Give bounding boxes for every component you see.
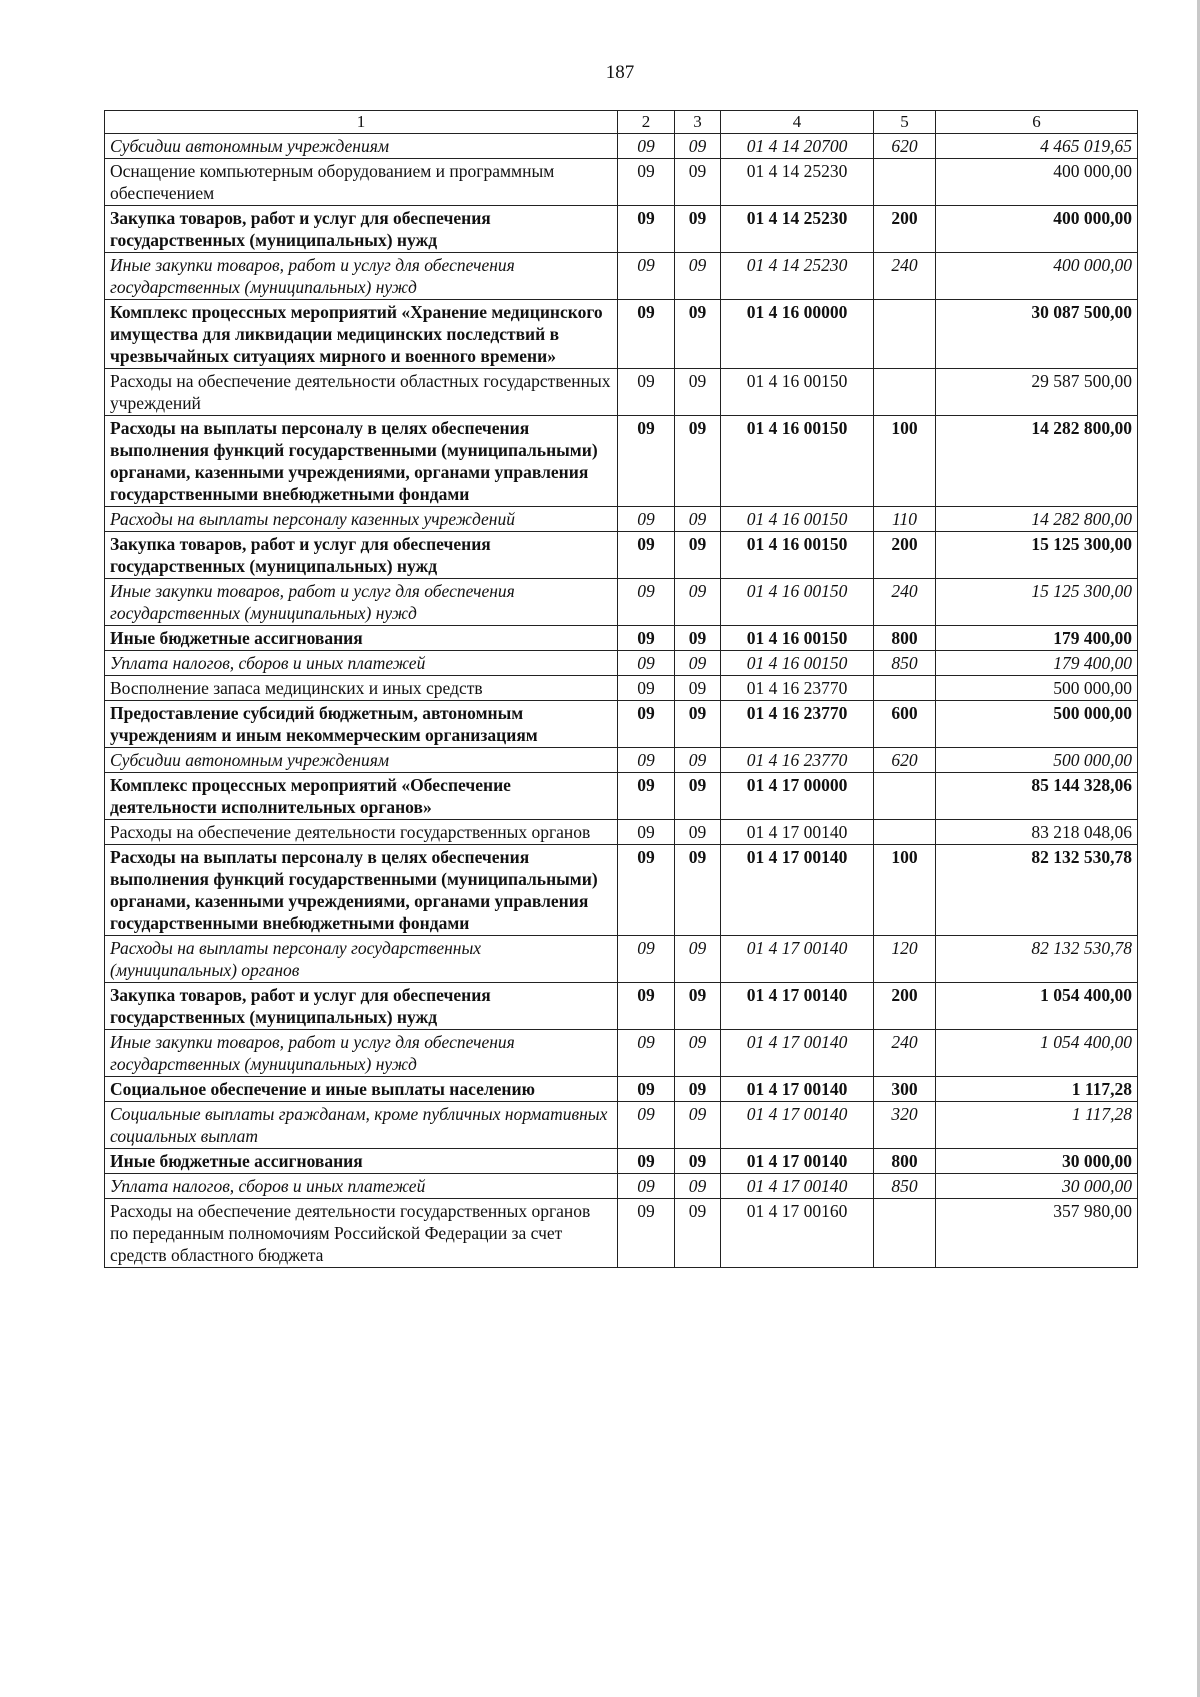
row-section-cell: 09 bbox=[618, 369, 675, 416]
row-amount-cell: 400 000,00 bbox=[936, 159, 1138, 206]
row-subsection-cell: 09 bbox=[675, 579, 721, 626]
row-section-cell: 09 bbox=[618, 206, 675, 253]
row-target-article-cell: 01 4 17 00140 bbox=[721, 1077, 874, 1102]
table-row bbox=[105, 416, 1138, 507]
row-target-article-cell: 01 4 16 23770 bbox=[721, 676, 874, 701]
column-header: 4 bbox=[721, 111, 874, 134]
row-name-cell: Субсидии автономным учреждениям bbox=[105, 748, 618, 773]
row-name-cell: Комплекс процессных мероприятий «Хранение медицинского имущества для ликвидации медицинских последствий в чрезвычайных ситуациях мирного и военного времени» bbox=[105, 300, 618, 369]
row-subsection-cell: 09 bbox=[675, 651, 721, 676]
row-name-cell: Субсидии автономным учреждениям bbox=[105, 134, 618, 159]
row-expense-type-cell bbox=[874, 159, 936, 206]
table-row bbox=[105, 159, 1138, 206]
row-target-article-cell: 01 4 17 00160 bbox=[721, 1199, 874, 1268]
row-amount-cell: 179 400,00 bbox=[936, 651, 1138, 676]
row-expense-type-cell: 800 bbox=[874, 1149, 936, 1174]
row-amount-cell: 4 465 019,65 bbox=[936, 134, 1138, 159]
table-row bbox=[105, 1149, 1138, 1174]
table-row bbox=[105, 983, 1138, 1030]
row-amount-cell: 500 000,00 bbox=[936, 701, 1138, 748]
table-row bbox=[105, 300, 1138, 369]
row-name-cell: Иные бюджетные ассигнования bbox=[105, 1149, 618, 1174]
row-section-cell: 09 bbox=[618, 820, 675, 845]
row-subsection-cell: 09 bbox=[675, 206, 721, 253]
row-target-article-cell: 01 4 17 00140 bbox=[721, 1174, 874, 1199]
row-subsection-cell: 09 bbox=[675, 1174, 721, 1199]
row-name-cell: Иные бюджетные ассигнования bbox=[105, 626, 618, 651]
row-amount-cell: 1 117,28 bbox=[936, 1077, 1138, 1102]
table-row bbox=[105, 748, 1138, 773]
row-name-cell: Восполнение запаса медицинских и иных средств bbox=[105, 676, 618, 701]
row-section-cell: 09 bbox=[618, 701, 675, 748]
row-expense-type-cell: 320 bbox=[874, 1102, 936, 1149]
row-subsection-cell: 09 bbox=[675, 845, 721, 936]
table-row bbox=[105, 1199, 1138, 1268]
row-name-cell: Расходы на выплаты персоналу в целях обеспечения выполнения функций государственными (муниципальными) органами, казенными учреждениями, органами управления государственными внебюджетными фондами bbox=[105, 845, 618, 936]
row-expense-type-cell: 200 bbox=[874, 206, 936, 253]
column-header: 6 bbox=[936, 111, 1138, 134]
row-amount-cell: 400 000,00 bbox=[936, 206, 1138, 253]
row-section-cell: 09 bbox=[618, 532, 675, 579]
row-name-cell: Закупка товаров, работ и услуг для обеспечения государственных (муниципальных) нужд bbox=[105, 532, 618, 579]
row-expense-type-cell bbox=[874, 369, 936, 416]
row-name-cell: Социальное обеспечение и иные выплаты населению bbox=[105, 1077, 618, 1102]
row-name-cell: Иные закупки товаров, работ и услуг для обеспечения государственных (муниципальных) нужд bbox=[105, 253, 618, 300]
row-expense-type-cell: 240 bbox=[874, 579, 936, 626]
row-section-cell: 09 bbox=[618, 1149, 675, 1174]
row-subsection-cell: 09 bbox=[675, 820, 721, 845]
row-target-article-cell: 01 4 17 00000 bbox=[721, 773, 874, 820]
row-section-cell: 09 bbox=[618, 676, 675, 701]
table-row bbox=[105, 773, 1138, 820]
table-row bbox=[105, 369, 1138, 416]
row-name-cell: Расходы на обеспечение деятельности государственных органов по переданным полномочиям Российской Федерации за счет средств областного бюджета bbox=[105, 1199, 618, 1268]
row-section-cell: 09 bbox=[618, 134, 675, 159]
row-amount-cell: 83 218 048,06 bbox=[936, 820, 1138, 845]
row-expense-type-cell: 600 bbox=[874, 701, 936, 748]
row-subsection-cell: 09 bbox=[675, 701, 721, 748]
row-amount-cell: 500 000,00 bbox=[936, 676, 1138, 701]
row-expense-type-cell: 120 bbox=[874, 936, 936, 983]
column-header: 1 bbox=[105, 111, 618, 134]
row-expense-type-cell: 240 bbox=[874, 253, 936, 300]
row-target-article-cell: 01 4 17 00140 bbox=[721, 1102, 874, 1149]
row-section-cell: 09 bbox=[618, 651, 675, 676]
row-amount-cell: 1 117,28 bbox=[936, 1102, 1138, 1149]
row-target-article-cell: 01 4 17 00140 bbox=[721, 1030, 874, 1077]
row-amount-cell: 400 000,00 bbox=[936, 253, 1138, 300]
row-section-cell: 09 bbox=[618, 983, 675, 1030]
row-subsection-cell: 09 bbox=[675, 1102, 721, 1149]
row-subsection-cell: 09 bbox=[675, 369, 721, 416]
table-body bbox=[105, 111, 1138, 1268]
row-subsection-cell: 09 bbox=[675, 507, 721, 532]
column-header: 2 bbox=[618, 111, 675, 134]
row-amount-cell: 357 980,00 bbox=[936, 1199, 1138, 1268]
row-subsection-cell: 09 bbox=[675, 983, 721, 1030]
row-name-cell: Расходы на выплаты персоналу казенных учреждений bbox=[105, 507, 618, 532]
row-expense-type-cell bbox=[874, 300, 936, 369]
row-expense-type-cell: 620 bbox=[874, 748, 936, 773]
table-row bbox=[105, 1174, 1138, 1199]
table-row bbox=[105, 1077, 1138, 1102]
row-subsection-cell: 09 bbox=[675, 676, 721, 701]
row-amount-cell: 82 132 530,78 bbox=[936, 845, 1138, 936]
row-amount-cell: 1 054 400,00 bbox=[936, 1030, 1138, 1077]
row-amount-cell: 82 132 530,78 bbox=[936, 936, 1138, 983]
row-section-cell: 09 bbox=[618, 845, 675, 936]
row-target-article-cell: 01 4 16 00150 bbox=[721, 369, 874, 416]
row-name-cell: Иные закупки товаров, работ и услуг для обеспечения государственных (муниципальных) нужд bbox=[105, 579, 618, 626]
row-subsection-cell: 09 bbox=[675, 300, 721, 369]
row-section-cell: 09 bbox=[618, 748, 675, 773]
row-expense-type-cell: 240 bbox=[874, 1030, 936, 1077]
row-name-cell: Расходы на обеспечение деятельности государственных органов bbox=[105, 820, 618, 845]
row-expense-type-cell bbox=[874, 820, 936, 845]
table-row bbox=[105, 1030, 1138, 1077]
table-row bbox=[105, 134, 1138, 159]
row-expense-type-cell bbox=[874, 773, 936, 820]
row-section-cell: 09 bbox=[618, 1199, 675, 1268]
column-header: 3 bbox=[675, 111, 721, 134]
row-target-article-cell: 01 4 17 00140 bbox=[721, 1149, 874, 1174]
row-amount-cell: 30 000,00 bbox=[936, 1149, 1138, 1174]
row-target-article-cell: 01 4 17 00140 bbox=[721, 820, 874, 845]
row-subsection-cell: 09 bbox=[675, 416, 721, 507]
table-row bbox=[105, 206, 1138, 253]
row-target-article-cell: 01 4 17 00140 bbox=[721, 936, 874, 983]
row-name-cell: Закупка товаров, работ и услуг для обеспечения государственных (муниципальных) нужд bbox=[105, 983, 618, 1030]
row-name-cell: Социальные выплаты гражданам, кроме публичных нормативных социальных выплат bbox=[105, 1102, 618, 1149]
budget-table bbox=[104, 110, 1138, 1268]
row-target-article-cell: 01 4 16 00150 bbox=[721, 579, 874, 626]
table-row bbox=[105, 532, 1138, 579]
table-row bbox=[105, 820, 1138, 845]
row-target-article-cell: 01 4 16 00150 bbox=[721, 626, 874, 651]
row-section-cell: 09 bbox=[618, 507, 675, 532]
row-subsection-cell: 09 bbox=[675, 748, 721, 773]
row-subsection-cell: 09 bbox=[675, 1149, 721, 1174]
row-amount-cell: 14 282 800,00 bbox=[936, 507, 1138, 532]
page-number: 187 bbox=[605, 62, 635, 83]
row-subsection-cell: 09 bbox=[675, 936, 721, 983]
table-row bbox=[105, 1102, 1138, 1149]
row-amount-cell: 30 087 500,00 bbox=[936, 300, 1138, 369]
row-subsection-cell: 09 bbox=[675, 626, 721, 651]
row-expense-type-cell: 100 bbox=[874, 845, 936, 936]
table-row bbox=[105, 676, 1138, 701]
table-header-row bbox=[105, 111, 1138, 134]
row-section-cell: 09 bbox=[618, 253, 675, 300]
row-name-cell: Комплекс процессных мероприятий «Обеспечение деятельности исполнительных органов» bbox=[105, 773, 618, 820]
row-amount-cell: 29 587 500,00 bbox=[936, 369, 1138, 416]
row-amount-cell: 179 400,00 bbox=[936, 626, 1138, 651]
row-name-cell: Уплата налогов, сборов и иных платежей bbox=[105, 1174, 618, 1199]
row-subsection-cell: 09 bbox=[675, 532, 721, 579]
column-header: 5 bbox=[874, 111, 936, 134]
row-target-article-cell: 01 4 14 25230 bbox=[721, 253, 874, 300]
row-section-cell: 09 bbox=[618, 626, 675, 651]
table-row bbox=[105, 845, 1138, 936]
row-expense-type-cell: 620 bbox=[874, 134, 936, 159]
row-target-article-cell: 01 4 16 00150 bbox=[721, 651, 874, 676]
row-section-cell: 09 bbox=[618, 936, 675, 983]
row-expense-type-cell: 850 bbox=[874, 1174, 936, 1199]
table-row bbox=[105, 936, 1138, 983]
row-target-article-cell: 01 4 16 00000 bbox=[721, 300, 874, 369]
row-target-article-cell: 01 4 16 00150 bbox=[721, 532, 874, 579]
row-name-cell: Закупка товаров, работ и услуг для обеспечения государственных (муниципальных) нужд bbox=[105, 206, 618, 253]
table-row bbox=[105, 253, 1138, 300]
row-expense-type-cell bbox=[874, 676, 936, 701]
row-amount-cell: 1 054 400,00 bbox=[936, 983, 1138, 1030]
row-name-cell: Уплата налогов, сборов и иных платежей bbox=[105, 651, 618, 676]
row-name-cell: Предоставление субсидий бюджетным, автономным учреждениям и иным некоммерческим организациям bbox=[105, 701, 618, 748]
row-subsection-cell: 09 bbox=[675, 773, 721, 820]
row-section-cell: 09 bbox=[618, 579, 675, 626]
table-row bbox=[105, 579, 1138, 626]
row-amount-cell: 30 000,00 bbox=[936, 1174, 1138, 1199]
row-amount-cell: 14 282 800,00 bbox=[936, 416, 1138, 507]
row-expense-type-cell bbox=[874, 1199, 936, 1268]
row-section-cell: 09 bbox=[618, 416, 675, 507]
row-target-article-cell: 01 4 14 25230 bbox=[721, 159, 874, 206]
row-section-cell: 09 bbox=[618, 159, 675, 206]
row-amount-cell: 85 144 328,06 bbox=[936, 773, 1138, 820]
row-amount-cell: 15 125 300,00 bbox=[936, 532, 1138, 579]
row-section-cell: 09 bbox=[618, 1174, 675, 1199]
table-row bbox=[105, 626, 1138, 651]
row-expense-type-cell: 110 bbox=[874, 507, 936, 532]
row-subsection-cell: 09 bbox=[675, 134, 721, 159]
row-target-article-cell: 01 4 14 25230 bbox=[721, 206, 874, 253]
row-expense-type-cell: 850 bbox=[874, 651, 936, 676]
row-subsection-cell: 09 bbox=[675, 159, 721, 206]
row-section-cell: 09 bbox=[618, 773, 675, 820]
row-name-cell: Расходы на выплаты персоналу государственных (муниципальных) органов bbox=[105, 936, 618, 983]
row-target-article-cell: 01 4 17 00140 bbox=[721, 845, 874, 936]
row-expense-type-cell: 200 bbox=[874, 532, 936, 579]
row-amount-cell: 500 000,00 bbox=[936, 748, 1138, 773]
row-subsection-cell: 09 bbox=[675, 1199, 721, 1268]
row-target-article-cell: 01 4 16 23770 bbox=[721, 748, 874, 773]
row-subsection-cell: 09 bbox=[675, 253, 721, 300]
row-expense-type-cell: 100 bbox=[874, 416, 936, 507]
row-subsection-cell: 09 bbox=[675, 1077, 721, 1102]
row-name-cell: Расходы на обеспечение деятельности областных государственных учреждений bbox=[105, 369, 618, 416]
row-expense-type-cell: 200 bbox=[874, 983, 936, 1030]
row-expense-type-cell: 800 bbox=[874, 626, 936, 651]
row-target-article-cell: 01 4 16 00150 bbox=[721, 507, 874, 532]
row-target-article-cell: 01 4 17 00140 bbox=[721, 983, 874, 1030]
row-target-article-cell: 01 4 16 00150 bbox=[721, 416, 874, 507]
row-section-cell: 09 bbox=[618, 1102, 675, 1149]
row-subsection-cell: 09 bbox=[675, 1030, 721, 1077]
row-section-cell: 09 bbox=[618, 300, 675, 369]
table-row bbox=[105, 651, 1138, 676]
row-name-cell: Расходы на выплаты персоналу в целях обеспечения выполнения функций государственными (муниципальными) органами, казенными учреждениями, органами управления государственными внебюджетными фондами bbox=[105, 416, 618, 507]
table-row bbox=[105, 507, 1138, 532]
table-row bbox=[105, 701, 1138, 748]
row-target-article-cell: 01 4 14 20700 bbox=[721, 134, 874, 159]
row-section-cell: 09 bbox=[618, 1030, 675, 1077]
row-target-article-cell: 01 4 16 23770 bbox=[721, 701, 874, 748]
row-name-cell: Иные закупки товаров, работ и услуг для обеспечения государственных (муниципальных) нужд bbox=[105, 1030, 618, 1077]
row-name-cell: Оснащение компьютерным оборудованием и программным обеспечением bbox=[105, 159, 618, 206]
row-expense-type-cell: 300 bbox=[874, 1077, 936, 1102]
row-amount-cell: 15 125 300,00 bbox=[936, 579, 1138, 626]
row-section-cell: 09 bbox=[618, 1077, 675, 1102]
